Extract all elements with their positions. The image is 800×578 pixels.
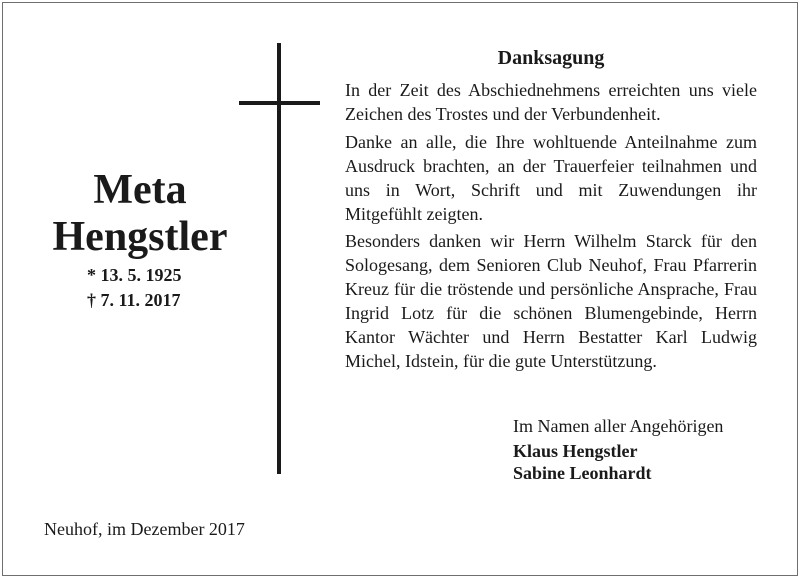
death-date: † 7. 11. 2017: [87, 290, 181, 310]
cross-horizontal-bar: [239, 101, 320, 105]
deceased-last-name: Hengstler: [52, 214, 228, 260]
deceased-first-name: Meta: [93, 167, 187, 213]
signer-name: Sabine Leonhardt: [513, 463, 652, 483]
notice-title: Danksagung: [497, 47, 605, 69]
cross-vertical-bar: [277, 43, 281, 474]
notice-paragraph: In der Zeit des Abschiednehmens erreichten uns viele Zeichen des Trostes und der Verbundenheit.: [345, 80, 757, 124]
closing-line: Im Namen aller Angehörigen: [513, 416, 724, 436]
birth-date: * 13. 5. 1925: [87, 265, 182, 285]
notice-paragraph: Danke an alle, die Ihre wohltuende Anteilnahme zum Ausdruck brachten, an der Trauerfeier teilnahmen und uns in Wort, Schrift und mit Zuwendungen ihr Mitgefühlt zeigten.: [345, 132, 757, 224]
notice-paragraph: Besonders danken wir Herrn Wilhelm Starck für den Sologesang, dem Senioren Club Neuhof, Frau Pfarrerin Kreuz für die tröstende und persönliche Ansprache, Frau Ingrid Lotz für die schönen Blumengebinde, Herrn Kantor Wächter und Herrn Bestatter Karl Ludwig Michel, Idstein, für die gute Unterstützung.: [345, 231, 757, 371]
place-and-date: Neuhof, im Dezember 2017: [44, 519, 245, 539]
signer-name: Klaus Hengstler: [513, 441, 638, 461]
